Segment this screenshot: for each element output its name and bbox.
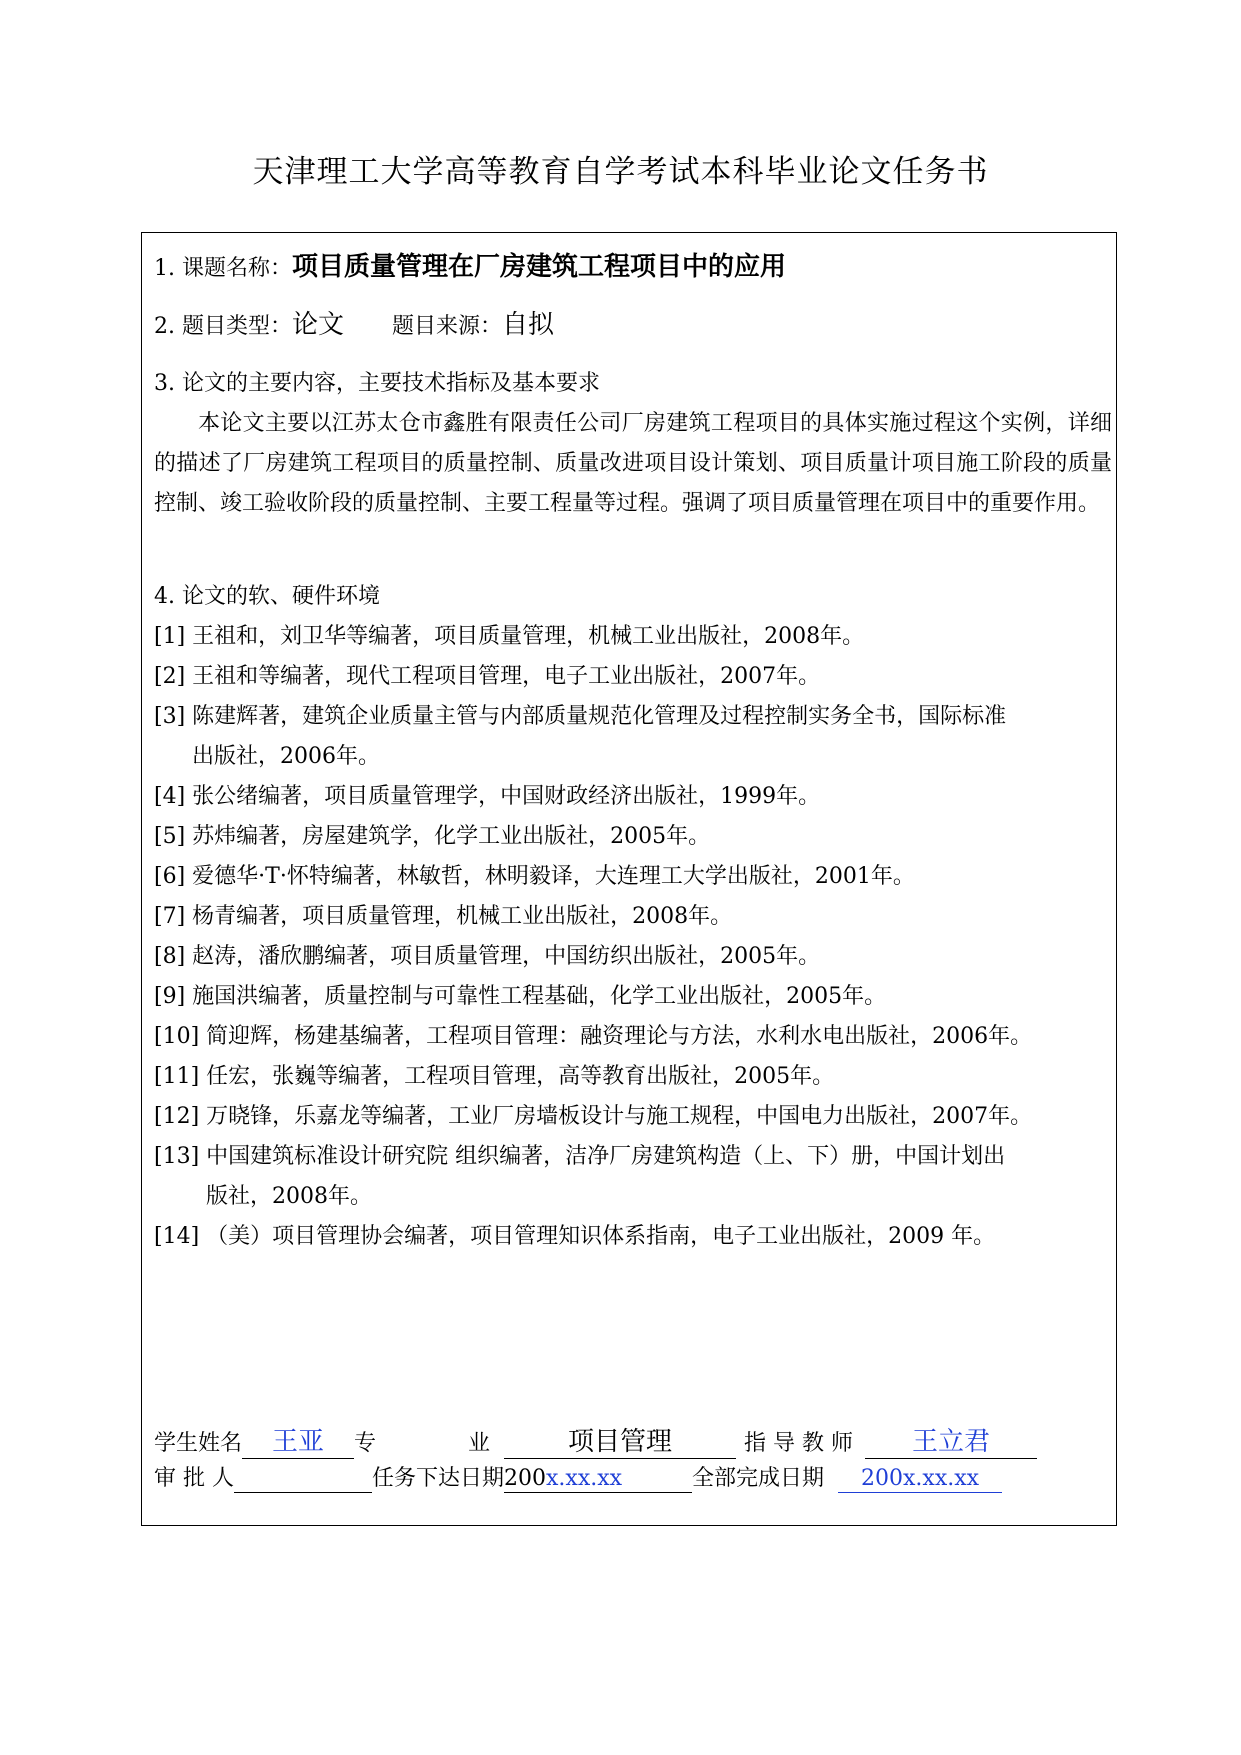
reference-item: [7] 杨青编著，项目质量管理，机械工业出版社，2008年。 [154,904,733,929]
complete-date-value: 200x.xx.xx [838,1466,1002,1493]
reference-item: [10] 简迎辉，杨建基编著，工程项目管理：融资理论与方法，水利水电出版社，2006年。 [154,1024,1033,1049]
approver-label: 审 批 人 [154,1466,234,1491]
reference-item: [6] 爱德华·T·怀特编著，林敏哲，林明毅译，大连理工大学出版社，2001年。 [154,864,915,889]
field-type-label: 2. 题目类型： [154,314,292,339]
major-label-b: 业 [468,1431,491,1456]
signature-row-2 [154,1466,1002,1493]
field-content-paragraph: 本论文主要以江苏太仓市鑫胜有限责任公司厂房建筑工程项目的具体实施过程这个实例，详细的描述了厂房建筑工程项目的质量控制、质量改进项目设计策划、项目质量计项目施工阶段的质量控制、竣工验收阶段的质量控制、主要工程量等过程。强调了项目质量管理在项目中的重要作用。 [154,411,1112,516]
complete-date-label: 全部完成日期 [692,1466,825,1491]
major-value: 项目管理 [504,1427,736,1459]
signature-row-1 [154,1427,1037,1459]
issue-date-label: 任务下达日期 [372,1466,505,1491]
field-type-value: 论文 [291,310,344,340]
reference-item: [1] 王祖和，刘卫华等编著，项目质量管理，机械工业出版社，2008年。 [154,624,865,649]
document-title: 天津理工大学高等教育自学考试本科毕业论文任务书 [252,154,989,190]
field-topic-label: 1. 课题名称： [154,256,292,281]
issue-date-value: 200x.xx.xx [504,1466,692,1493]
reference-item: [14] （美）项目管理协会编著，项目管理知识体系指南，电子工业出版社，2009 年。 [154,1224,996,1249]
reference-item: [12] 万晓锋，乐嘉龙等编著，工业厂房墙板设计与施工规程，中国电力出版社，2007年。 [154,1104,1033,1129]
student-name-value: 王亚 [242,1427,354,1459]
approver-value [234,1468,372,1493]
reference-item: [3] 陈建辉著，建筑企业质量主管与内部质量规范化管理及过程控制实务全书，国际标准 [154,704,1007,729]
reference-item: [4] 张公绪编著，项目质量管理学，中国财政经济出版社，1999年。 [154,784,821,809]
reference-item: [11] 任宏，张巍等编著，工程项目管理，高等教育出版社，2005年。 [154,1064,835,1089]
field-type [154,312,554,338]
reference-item: [5] 苏炜编著，房屋建筑学，化学工业出版社，2005年。 [154,824,711,849]
field-topic [154,254,786,280]
reference-item: [8] 赵涛，潘欣鹏编著，项目质量管理，中国纺织出版社，2005年。 [154,944,821,969]
advisor-value: 王立君 [865,1427,1037,1459]
reference-item: [9] 施国洪编著，质量控制与可靠性工程基础，化学工业出版社，2005年。 [154,984,887,1009]
major-label-a: 专 [354,1431,377,1456]
reference-list [154,617,1112,1257]
reference-item: [13] 中国建筑标准设计研究院 组织编著，洁净厂房建筑构造（上、下）册，中国计划出 [154,1144,1006,1169]
reference-item-continuation: 版社，2008年。 [206,1184,372,1209]
field-source-label: 题目来源： [392,314,503,339]
reference-item-continuation: 出版社，2006年。 [192,744,380,769]
reference-item: [2] 王祖和等编著，现代工程项目管理，电子工业出版社，2007年。 [154,664,821,689]
field-source-value: 自拟 [502,310,555,340]
advisor-label: 指 导 教 师 [744,1431,854,1456]
field-environment-label: 4. 论文的软、硬件环境 [154,584,380,609]
field-content-label: 3. 论文的主要内容，主要技术指标及基本要求 [154,371,600,396]
field-topic-value: 项目质量管理在厂房建筑工程项目中的应用 [291,252,786,282]
student-name-label: 学生姓名 [154,1431,243,1456]
